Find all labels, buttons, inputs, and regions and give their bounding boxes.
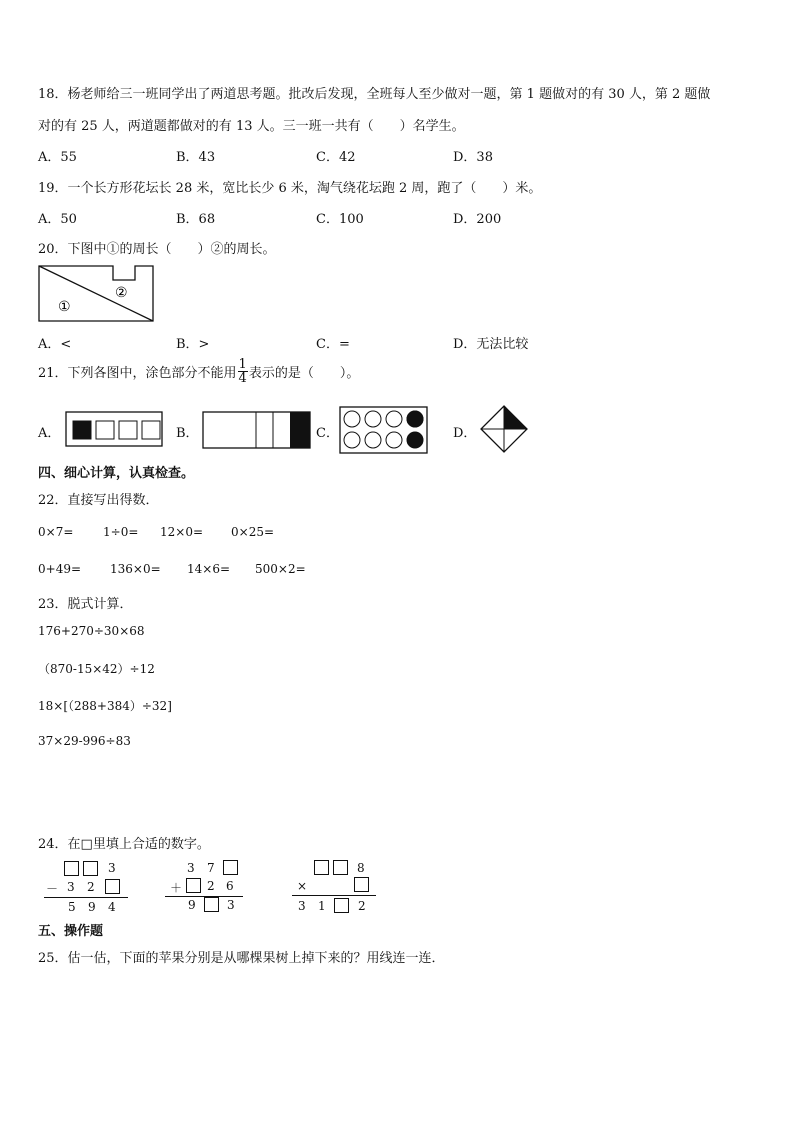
q21-frac-den: 4 — [238, 371, 247, 386]
digit: 2 — [207, 879, 215, 893]
blank-box[interactable] — [186, 878, 201, 893]
q20-diagonal — [39, 266, 153, 321]
q21-text-after: 表示的是（ ）。 — [248, 366, 360, 381]
q23-expr-1: 176+270÷30×68 — [38, 624, 145, 638]
q23-expr-2: （870-15×42）÷12 — [38, 662, 155, 676]
q20-option-b: B．> — [176, 337, 210, 352]
product-line — [292, 895, 376, 896]
q23-expr-4: 37×29-996÷83 — [38, 734, 131, 748]
q18-option-b: B．43 — [176, 150, 216, 165]
operator: ＋ — [170, 881, 183, 895]
q19-option-a: A．50 — [38, 212, 77, 227]
sum-line — [44, 897, 128, 898]
q22-r1-c3: 12×0= — [160, 525, 204, 539]
q25-text: 25．估一估，下面的苹果分别是从哪棵果树上掉下来的？用线连一连． — [38, 951, 445, 966]
digit: 3 — [298, 899, 306, 913]
q20-figure — [38, 264, 156, 324]
q21-frac-num: 1 — [238, 357, 247, 372]
section5-heading: 五、操作题 — [38, 924, 104, 939]
q18-option-d: D．38 — [453, 150, 493, 165]
q20-option-c: C．= — [316, 337, 350, 352]
q22-r1-c4: 0×25= — [231, 525, 275, 539]
blank-box[interactable] — [223, 860, 238, 875]
q22-r2-c1: 0+49= — [38, 562, 82, 576]
digit: 3 — [108, 861, 116, 875]
blank-box[interactable] — [105, 879, 120, 894]
q18-line2: 对的有 25 人，两道题都做对的有 13 人。三一班一共有（ ）名学生。 — [38, 119, 465, 134]
digit: 2 — [358, 899, 366, 913]
q24-text: 24．在□里填上合适的数字。 — [38, 837, 210, 852]
digit: 4 — [108, 900, 116, 914]
q23-text: 23．脱式计算． — [38, 597, 133, 612]
q20-label-2: ② — [115, 285, 128, 301]
q22-r1-c1: 0×7= — [38, 525, 74, 539]
q18-option-c: C．42 — [316, 150, 356, 165]
blank-box[interactable] — [334, 898, 349, 913]
blank-box[interactable] — [314, 860, 329, 875]
digit: 3 — [67, 880, 75, 894]
q21-option-a: A． — [38, 426, 61, 441]
q20-text: 20．下图中①的周长（ ）②的周长。 — [38, 242, 276, 257]
section4-heading: 四、细心计算，认真检查。 — [38, 466, 195, 481]
q19-text: 19．一个长方形花坛长 28 米，宽比长少 6 米，淘气绕花坛跑 2 周，跑了（ ）米。 — [38, 181, 542, 196]
q22-r1-c2: 1÷0= — [103, 525, 139, 539]
digit: 3 — [187, 861, 195, 875]
q18-option-a: A．55 — [38, 150, 77, 165]
q21-option-b: B． — [176, 426, 199, 441]
digit: 3 — [227, 898, 235, 912]
blank-box[interactable] — [333, 860, 348, 875]
digit: 9 — [188, 898, 196, 912]
q22-r2-c2: 136×0= — [110, 562, 161, 576]
q21-figure-a — [65, 411, 163, 447]
digit: 9 — [88, 900, 96, 914]
q18-line1: 18．杨老师给三一班同学出了两道思考题。批改后发现，全班每人至少做对一题，第 1 题做对的有 30 人，第 2 题做 — [38, 87, 711, 102]
q22-r2-c3: 14×6= — [187, 562, 231, 576]
q22-r2-c4: 500×2= — [255, 562, 306, 576]
q22-text: 22．直接写出得数． — [38, 493, 159, 508]
blank-box[interactable] — [204, 897, 219, 912]
q21-figure-c — [339, 406, 429, 454]
q19-option-b: B．68 — [176, 212, 216, 227]
q21-figure-d — [479, 404, 529, 454]
q21-figure-b — [202, 411, 312, 449]
digit: 2 — [87, 880, 95, 894]
operator: － — [46, 882, 59, 896]
q20-label-1: ① — [58, 299, 71, 315]
digit: 7 — [207, 861, 215, 875]
q19-option-c: C．100 — [316, 212, 364, 227]
operator: × — [297, 879, 308, 893]
q21-fraction — [238, 358, 248, 385]
digit: 6 — [226, 879, 234, 893]
q23-expr-3: 18×[（288+384）÷32] — [38, 699, 172, 713]
digit: 1 — [318, 899, 326, 913]
blank-box[interactable] — [354, 877, 369, 892]
q21-option-c: C． — [316, 426, 339, 441]
q21-question — [38, 358, 359, 385]
digit: 5 — [68, 900, 76, 914]
q21-text-before: 21．下列各图中，涂色部分不能用 — [38, 366, 237, 381]
q20-option-a: A．< — [38, 337, 72, 352]
digit: 8 — [357, 861, 365, 875]
blank-box[interactable] — [64, 861, 79, 876]
q20-option-d: D．无法比较 — [453, 337, 529, 352]
blank-box[interactable] — [83, 861, 98, 876]
q19-option-d: D．200 — [453, 212, 502, 227]
q21-option-d: D． — [453, 426, 477, 441]
